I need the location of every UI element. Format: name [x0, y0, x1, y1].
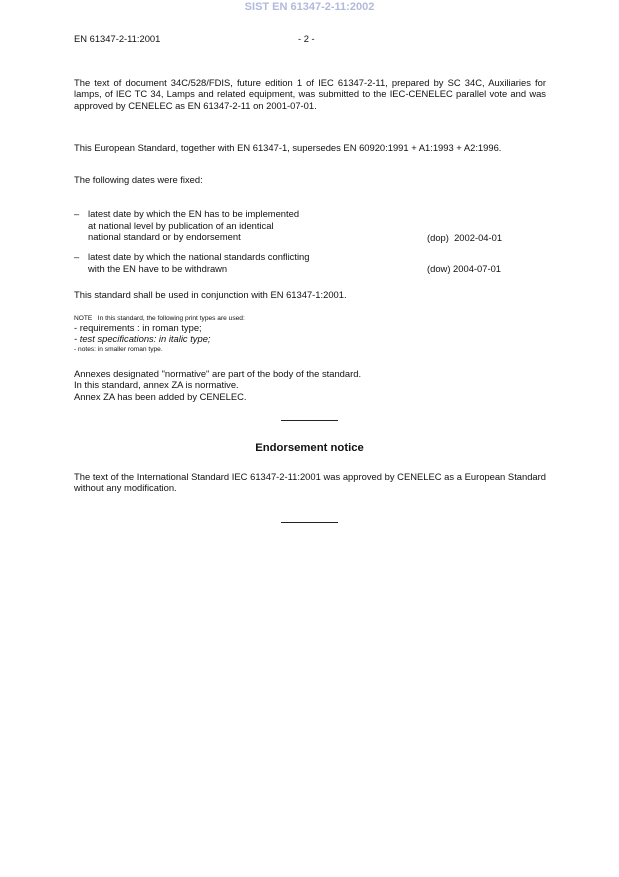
date-item-line: with the EN have to be withdrawn [88, 262, 228, 274]
date-value: (dop) 2002-04-01 [427, 231, 503, 243]
date-item-dop [74, 208, 546, 243]
annex-line: Annex ZA has been added by CENELEC. [74, 390, 247, 402]
dates-intro: The following dates were fixed: [74, 174, 203, 185]
watermark: SIST EN 61347-2-11:2002 [244, 1, 375, 13]
date-item-line: national standard or by endorsement [88, 231, 241, 242]
note-notes: - notes: in smaller roman type. [74, 346, 163, 353]
dash: – [74, 208, 80, 219]
header-doc-id: EN 61347-2-11:2001 [74, 33, 161, 44]
date-value: (dow) 2004-07-01 [427, 262, 502, 274]
endorsement-text: The text of the International Standard IEC 61347-2-11:2001 was approved by CENELEC as a European Standard without any modification. [74, 471, 546, 494]
note-test-specifications: - test specifications: in italic type; [74, 333, 211, 344]
date-item-line: at national level by publication of an identical [88, 219, 274, 231]
annex-statement [74, 368, 546, 402]
foreword-paragraph-2: This European Standard, together with EN 61347-1, supersedes EN 60920:1991 + A1:1993 + A2:1996. [74, 142, 502, 153]
endorsement-title: Endorsement notice [255, 442, 364, 454]
date-item-line: latest date by which the national standards conflicting [88, 251, 310, 262]
divider [281, 420, 338, 421]
annex-line: In this standard, annex ZA is normative. [74, 379, 239, 391]
page-number: - 2 - [298, 33, 315, 44]
annex-line: Annexes designated "normative" are part of the body of the standard. [74, 368, 362, 379]
divider [281, 522, 338, 523]
note-title: NOTE In this standard, the following print types are used: [74, 315, 245, 322]
foreword-paragraph-1: The text of document 34C/528/FDIS, future edition 1 of IEC 61347-2-11, prepared by SC 34C, Auxiliaries for lamps, of IEC TC 34, Lamps and related equipment, was submitted to the IEC-CENELEC parallel vote and was approved by CENELEC as EN 61347-2-11 on 2001-07-01. [74, 77, 546, 111]
date-item-line: latest date by which the EN has to be implemented [88, 208, 300, 219]
conjunction-statement: This standard shall be used in conjunction with EN 61347-1:2001. [74, 289, 347, 300]
note-requirements: - requirements : in roman type; [74, 322, 202, 333]
dash: – [74, 251, 80, 262]
date-item-dow [74, 251, 546, 274]
